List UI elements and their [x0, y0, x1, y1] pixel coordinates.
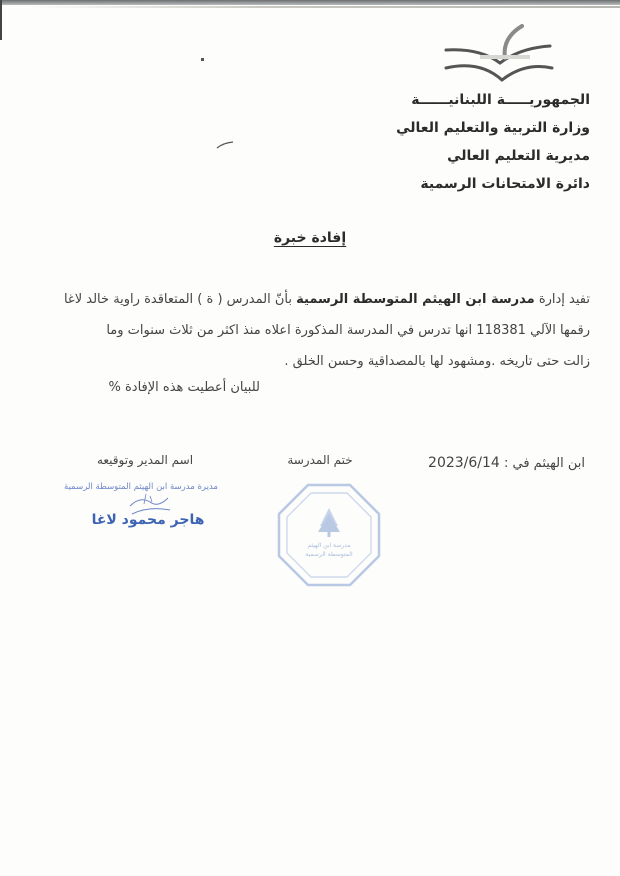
body-line-1: [63, 284, 590, 315]
document-body: [63, 284, 590, 377]
director-name: هاجر محمود لاغا: [91, 512, 205, 528]
body-line-3: زالت حتى تاريخه .ومشهود لها بالمصداقية وحسن الخلق .: [284, 354, 590, 369]
header-department: دائرة الامتحانات الرسمية: [420, 176, 590, 192]
body-line1-prefix: تفيد إدارة: [538, 292, 590, 307]
cedar-tree-icon: [318, 508, 340, 537]
document-header: [396, 86, 590, 198]
scan-edge-top: [0, 0, 620, 5]
header-directorate: مديرية التعليم العالي: [447, 148, 590, 164]
document-title: [0, 230, 620, 246]
school-stamp: [276, 482, 382, 588]
pen-stroke-mark: [215, 140, 235, 150]
stamp-inner-text: مدرسة ابن الهيثم: [307, 542, 351, 549]
place-label: ابن الهيثم في :: [503, 456, 585, 471]
ink-dot-mark: [201, 58, 204, 61]
header-ministry: وزارة التربية والتعليم العالي: [396, 120, 590, 136]
open-book-logo-icon: [440, 20, 580, 90]
director-school-title: مديرة مدرسة ابن الهيثم المتوسطة الرسمية: [64, 482, 218, 492]
place-date: [420, 455, 585, 471]
stamp-inner-text-2: المتوسطة الرسمية: [305, 551, 353, 558]
director-label: اسم المدير وتوقيعه: [96, 453, 194, 467]
closing-statement: للبيان أعطيت هذه الإفادة %: [108, 380, 260, 395]
issue-date: 2023/6/14: [428, 455, 500, 471]
school-name: مدرسة ابن الهيثم المتوسطة الرسمية: [296, 292, 535, 307]
header-country: الجمهوريـــــة اللبنانيــــــة: [411, 92, 590, 108]
scan-edge-left: [0, 0, 2, 40]
body-line1-suffix: بأنّ المدرس ( ة ) المتعاقدة راوية خالد لاغا: [63, 292, 292, 307]
title-text: إفادة خبرة: [273, 230, 347, 246]
stamp-label: ختم المدرسة: [287, 453, 353, 467]
body-line-2: رقمها الآلي 118381 انها تدرس في المدرسة المذكورة اعلاه منذ اكثر من ثلاث سنوات وما: [106, 323, 590, 338]
scan-edge-shadow: [30, 6, 620, 8]
